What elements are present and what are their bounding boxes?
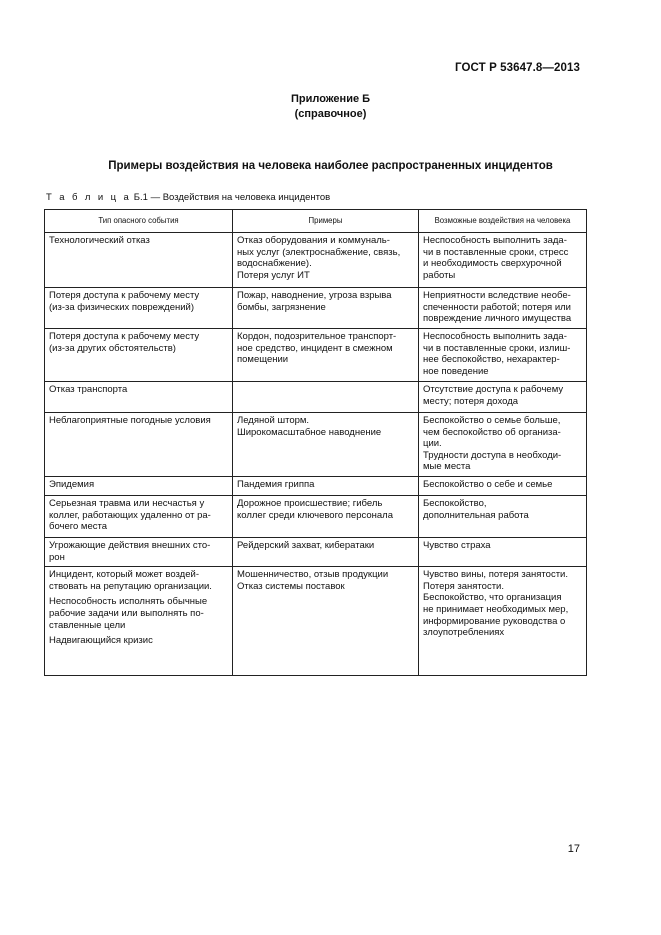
cell-line: рабочие задачи или выполнять по- <box>49 607 204 619</box>
cell-line: Кордон, подозрительное транспорт- <box>237 331 397 342</box>
cell-event-type <box>45 329 233 382</box>
cell-line: Беспокойство о семье больше, <box>423 415 561 426</box>
cell-line: Мошенничество, отзыв продукции <box>237 569 389 581</box>
cell-line: ное поведение <box>423 365 489 377</box>
cell-line: работы <box>423 269 456 281</box>
table-row <box>45 477 587 496</box>
cell-line: Беспокойство, что организация <box>423 592 562 604</box>
cell-line: Дорожное происшествие; гибель <box>237 498 383 509</box>
cell-line: помещении <box>237 354 289 366</box>
cell-line: бомбы, загрязнение <box>237 301 326 313</box>
cell-line: ствовать на репутацию организации. <box>49 580 212 592</box>
cell-effects <box>419 496 587 538</box>
cell-line: коллег, работающих удаленно от ра- <box>49 509 211 521</box>
cell-line: Неспособность выполнить зада- <box>423 331 567 342</box>
cell-line: спеченности работой; потеря или <box>423 301 571 313</box>
cell-line: Отказ системы поставок <box>237 580 345 592</box>
cell-line: ции. <box>423 438 442 450</box>
cell-line: Потеря доступа к рабочему месту <box>49 331 200 342</box>
cell-line: Чувство страха <box>423 540 491 551</box>
cell-examples <box>233 413 419 477</box>
cell-examples <box>233 382 419 413</box>
cell-line: ных услуг (электроснабжение, связь, <box>237 246 401 258</box>
cell-line: чи в поставленные сроки, стресс <box>423 246 569 258</box>
cell-examples <box>233 233 419 288</box>
cell-line: Беспокойство о себе и семье <box>423 479 553 490</box>
cell-line: Рейдерский захват, кибератаки <box>237 540 375 551</box>
cell-event-type <box>45 538 233 567</box>
cell-line: повреждение личного имущества <box>423 313 572 325</box>
cell-line: Неблагоприятные погодные условия <box>49 415 211 426</box>
page-number: 17 <box>567 843 580 855</box>
cell-line: Потеря услуг ИТ <box>237 269 310 281</box>
cell-line: Ледяной шторм. <box>237 415 310 426</box>
cell-line: информирование руководства о <box>423 615 566 627</box>
cell-line: дополнительная работа <box>423 509 529 521</box>
cell-event-type <box>45 413 233 477</box>
cell-line: мые места <box>423 461 471 473</box>
cell-line: Отказ транспорта <box>49 384 128 395</box>
cell-line: Широкомасштабное наводнение <box>237 426 382 438</box>
annex-heading <box>0 92 661 122</box>
cell-line: нее беспокойство, нехарактер- <box>423 354 560 366</box>
table-row <box>45 538 587 567</box>
cell-line: Неприятности вследствие необе- <box>423 290 571 301</box>
cell-event-type <box>45 477 233 496</box>
annex-subtitle: (справочное) <box>294 108 367 120</box>
cell-event-type <box>45 288 233 329</box>
cell-line: Эпидемия <box>49 479 95 490</box>
incident-impact-table <box>44 209 587 676</box>
cell-line: Пандемия гриппа <box>237 479 315 490</box>
cell-effects <box>419 567 587 676</box>
column-header-type: Тип опасного события <box>45 210 233 233</box>
cell-line: Беспокойство, <box>423 498 487 509</box>
cell-line: ное средство, инцидент в смежном <box>237 342 393 354</box>
cell-event-type <box>45 233 233 288</box>
cell-line: Пожар, наводнение, угроза взрыва <box>237 290 392 301</box>
table-caption-prefix: Т а б л и ц а <box>46 192 132 203</box>
cell-event-type <box>45 567 233 676</box>
cell-effects <box>419 538 587 567</box>
table-body <box>45 233 587 676</box>
cell-line: Потеря занятости. <box>423 580 504 592</box>
cell-examples <box>233 496 419 538</box>
cell-effects <box>419 288 587 329</box>
cell-line: бочего места <box>49 521 108 533</box>
cell-line: Технологический отказ <box>49 235 150 246</box>
cell-line: и необходимость сверхурочной <box>423 258 562 270</box>
table-row <box>45 288 587 329</box>
annex-title: Приложение Б <box>290 93 371 105</box>
cell-line: Надвигающийся кризис <box>49 635 153 647</box>
cell-effects <box>419 382 587 413</box>
table-caption <box>46 192 330 203</box>
table-row <box>45 496 587 538</box>
cell-line: не принимает необходимых мер, <box>423 603 569 615</box>
cell-paragraph <box>49 569 228 592</box>
cell-event-type <box>45 382 233 413</box>
table-row <box>45 329 587 382</box>
cell-line: Отказ оборудования и коммуналь- <box>237 235 390 246</box>
cell-line: Угрожающие действия внешних сто- <box>49 540 211 551</box>
table-row <box>45 382 587 413</box>
cell-line: ставленные цели <box>49 619 126 631</box>
cell-examples <box>233 538 419 567</box>
cell-line: чем беспокойство об организа- <box>423 426 561 438</box>
table-caption-text: Б.1 — Воздействия на человека инцидентов <box>131 192 331 203</box>
cell-examples <box>233 288 419 329</box>
document-title: Примеры воздействия на человека наиболее распространенных инцидентов <box>108 160 553 172</box>
cell-effects <box>419 329 587 382</box>
cell-line: Инцидент, который может воздей- <box>49 569 199 581</box>
cell-line: месту; потеря дохода <box>423 395 519 407</box>
cell-examples <box>233 567 419 676</box>
cell-line: Трудности доступа в необходи- <box>423 449 562 461</box>
table-row <box>45 233 587 288</box>
cell-effects <box>419 413 587 477</box>
cell-effects <box>419 233 587 288</box>
cell-line: Неспособность исполнять обычные <box>49 596 208 608</box>
cell-line: Серьезная травма или несчастья у <box>49 498 205 509</box>
cell-line: Неспособность выполнить зада- <box>423 235 567 246</box>
table-row <box>45 413 587 477</box>
cell-line: Потеря доступа к рабочему месту <box>49 290 200 301</box>
cell-examples <box>233 329 419 382</box>
cell-event-type <box>45 496 233 538</box>
cell-paragraph <box>49 635 228 647</box>
cell-line: злоупотреблениях <box>423 627 505 639</box>
cell-line: рон <box>49 551 65 563</box>
standard-number: ГОСТ Р 53647.8—2013 <box>455 62 580 74</box>
cell-line: водоснабжение). <box>237 258 312 270</box>
cell-line: коллег среди ключевого персонала <box>237 509 393 521</box>
cell-line: чи в поставленные сроки, излиш- <box>423 342 571 354</box>
cell-line: (из-за других обстоятельств) <box>49 342 176 354</box>
column-header-effects: Возможные воздействия на человека <box>419 210 587 233</box>
column-header-examples: Примеры <box>233 210 419 233</box>
table-row <box>45 567 587 676</box>
table-header-row <box>45 210 587 233</box>
cell-line: Отсутствие доступа к рабочему <box>423 384 564 395</box>
cell-examples <box>233 477 419 496</box>
cell-line: Чувство вины, потеря занятости. <box>423 569 569 581</box>
cell-line: (из-за физических повреждений) <box>49 301 195 313</box>
cell-effects <box>419 477 587 496</box>
cell-paragraph <box>49 596 228 631</box>
